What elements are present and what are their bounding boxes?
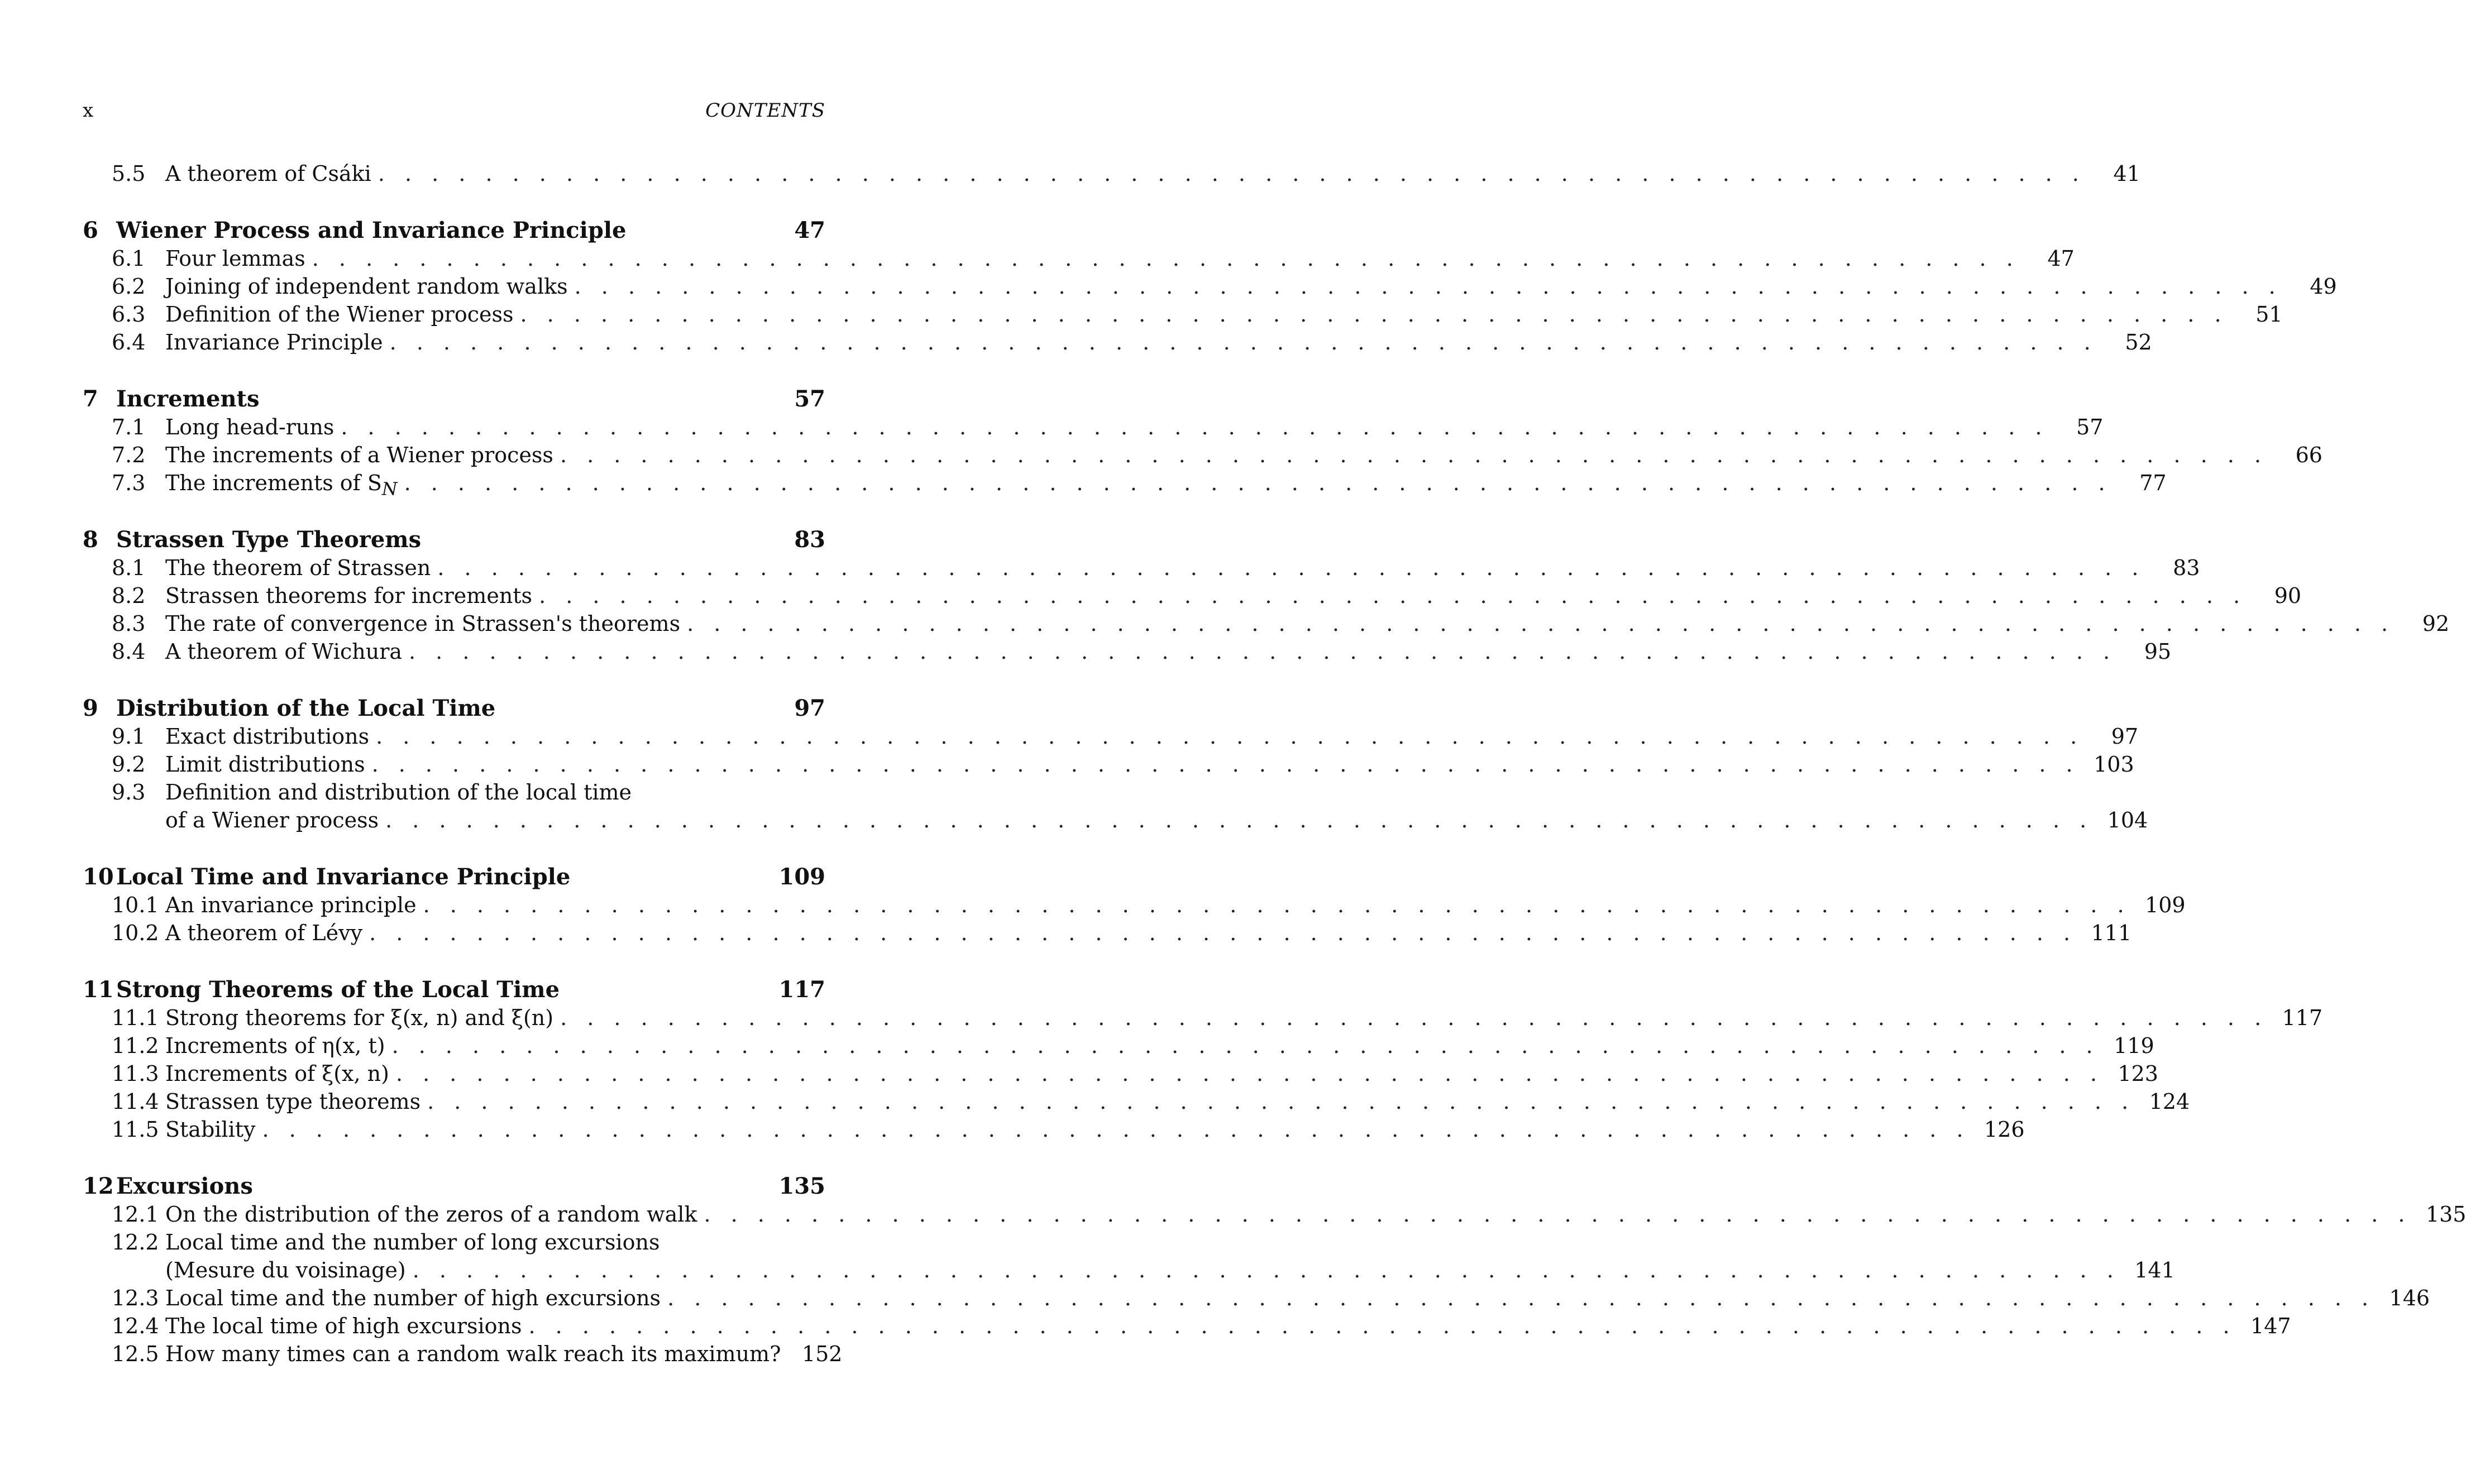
section-page: 97	[2111, 724, 2139, 749]
section-title	[165, 469, 398, 504]
chapter-page: 97	[794, 695, 825, 721]
section-number: 7.1	[112, 415, 146, 439]
chapter-number: 9	[83, 695, 98, 721]
toc-section[interactable]	[83, 1116, 2025, 1143]
toc-section[interactable]	[83, 245, 2075, 272]
section-number: 9.2	[112, 752, 146, 777]
dot-leader	[529, 1312, 2236, 1340]
toc-section[interactable]	[83, 582, 2302, 610]
chapter-page: 47	[794, 217, 825, 243]
toc-section[interactable]	[83, 1228, 2175, 1284]
section-number: 10.1	[112, 893, 159, 917]
chapter-6	[83, 217, 2337, 356]
dot-leader	[369, 919, 2077, 947]
section-number: 5.5	[112, 161, 146, 186]
section-number: 7.2	[112, 443, 146, 467]
section-number: 8.1	[112, 556, 146, 580]
section-title: Increments of η(x, t)	[165, 1033, 385, 1058]
section-page: 41	[2113, 161, 2140, 186]
toc-section[interactable]	[83, 1032, 2154, 1060]
section-title-line2: (Mesure du voisinage)	[165, 1258, 406, 1282]
toc-section[interactable]	[83, 1312, 2291, 1340]
chapter-title: Strong Theorems of the Local Time	[116, 976, 560, 1003]
toc-section[interactable]	[83, 328, 2152, 356]
section-number: 8.4	[112, 639, 146, 664]
section-title: How many times can a random walk reach its maximum?	[165, 1342, 781, 1366]
chapter-page: 83	[794, 526, 825, 553]
running-head: CONTENTS	[705, 99, 825, 122]
section-number: 11.1	[112, 1006, 159, 1030]
section-title: Strassen theorems for increments	[165, 583, 533, 608]
section-title-continuation	[165, 806, 2148, 834]
section-page: 117	[2282, 1006, 2323, 1030]
section-title: Four lemmas	[165, 246, 305, 271]
dot-leader	[378, 160, 2086, 188]
chapter-page: 135	[778, 1173, 825, 1199]
section-title: Stability	[165, 1117, 256, 1142]
dot-leader	[560, 441, 2268, 469]
dot-leader	[341, 413, 2048, 441]
section-title: An invariance principle	[165, 893, 417, 917]
chapter-title: Strassen Type Theorems	[116, 526, 422, 553]
chapter-number: 8	[83, 526, 98, 553]
dot-leader	[427, 1088, 2135, 1116]
section-number: 6.2	[112, 274, 146, 299]
page-header	[83, 99, 825, 122]
section-title: A theorem of Lévy	[165, 921, 363, 945]
section-number: 10.2	[112, 921, 159, 945]
section-number: 11.3	[112, 1061, 159, 1086]
section-page: 147	[2250, 1314, 2291, 1338]
section-number: 9.3	[112, 780, 146, 805]
toc-section[interactable]	[83, 919, 2132, 947]
section-page: 103	[2094, 752, 2134, 777]
page-number: x	[83, 99, 94, 122]
section-number: 12.3	[112, 1286, 159, 1310]
chapter-number: 6	[83, 217, 98, 243]
section-title-text: The increments of S	[165, 471, 382, 495]
chapter-page: 109	[778, 864, 825, 890]
chapter-11	[83, 976, 2323, 1143]
section-number: 8.3	[112, 611, 146, 636]
chapter-5-tail	[83, 160, 2140, 188]
section-title-line2: of a Wiener process	[165, 808, 379, 832]
section-number: 11.5	[112, 1117, 159, 1142]
chapter-title: Distribution of the Local Time	[116, 695, 496, 721]
dot-leader	[390, 328, 2097, 356]
section-page: 77	[2139, 471, 2167, 495]
section-title: Definition of the Wiener process	[165, 302, 514, 327]
section-page: 104	[2107, 808, 2148, 832]
toc-section[interactable]	[83, 638, 2172, 666]
chapter-12	[83, 1172, 2466, 1368]
section-title: Local time and the number of high excursions	[165, 1286, 661, 1310]
section-page: 66	[2295, 443, 2322, 467]
section-page: 152	[801, 1342, 843, 1366]
section-title: Invariance Principle	[165, 330, 383, 355]
section-title: A theorem of Wichura	[165, 639, 403, 664]
section-page: 49	[2310, 274, 2337, 299]
math-subscript: N	[381, 479, 398, 500]
toc-section[interactable]	[83, 272, 2337, 300]
section-page: 57	[2076, 415, 2104, 439]
section-title: A theorem of Csáki	[165, 161, 371, 186]
dot-leader	[312, 245, 2020, 272]
toc-section[interactable]	[83, 1060, 2158, 1088]
section-title: Limit distributions	[165, 752, 365, 777]
chapter-heading[interactable]	[83, 526, 825, 554]
section-number: 12.4	[112, 1314, 159, 1338]
toc-section[interactable]	[83, 1088, 2190, 1116]
section-title-continuation	[165, 1256, 2175, 1284]
section-page: 141	[2134, 1258, 2175, 1282]
section-page: 119	[2114, 1033, 2154, 1058]
toc-section[interactable]	[83, 1004, 2323, 1032]
section-page: 47	[2047, 246, 2075, 271]
chapter-7	[83, 385, 2322, 500]
chapter-page: 57	[794, 386, 825, 412]
dot-leader	[687, 610, 2395, 638]
section-title: On the distribution of the zeros of a random walk	[165, 1202, 697, 1227]
section-page: 95	[2144, 639, 2172, 664]
table-of-contents	[83, 160, 2466, 1397]
section-title: The rate of convergence in Strassen's theorems	[165, 611, 681, 636]
dot-leader	[520, 300, 2228, 328]
section-page: 90	[2274, 583, 2302, 608]
section-title: The increments of a Wiener process	[165, 443, 553, 467]
chapter-number: 7	[83, 386, 98, 412]
section-number: 12.1	[112, 1202, 159, 1227]
chapter-number: 10	[83, 864, 114, 890]
toc-section[interactable]	[83, 469, 2167, 500]
toc-section[interactable]	[83, 554, 2200, 582]
chapter-heading[interactable]	[83, 217, 825, 245]
dot-leader	[437, 554, 2145, 582]
section-title: Exact distributions	[165, 724, 370, 749]
section-title: Strassen type theorems	[165, 1089, 421, 1114]
section-title: The local time of high excursions	[165, 1314, 522, 1338]
dot-leader	[396, 1060, 2104, 1088]
chapter-number: 11	[83, 976, 114, 1003]
section-number: 12.2	[112, 1230, 159, 1255]
section-page: 109	[2145, 893, 2186, 917]
section-number: 6.3	[112, 302, 146, 327]
chapter-8	[83, 526, 2450, 666]
chapter-page: 117	[778, 976, 825, 1003]
chapter-title: Wiener Process and Invariance Principle	[116, 217, 627, 243]
section-number: 6.1	[112, 246, 146, 271]
dot-leader	[372, 750, 2080, 778]
toc-section[interactable]	[83, 1200, 2466, 1228]
chapter-title: Increments	[116, 386, 260, 412]
dot-leader	[392, 1032, 2100, 1060]
toc-section[interactable]	[83, 722, 2139, 750]
dot-leader	[539, 582, 2247, 610]
chapter-number: 12	[83, 1173, 114, 1199]
toc-section[interactable]	[83, 1340, 843, 1368]
chapter-title: Local Time and Invariance Principle	[116, 864, 571, 890]
dot-leader	[376, 722, 2083, 750]
dot-leader	[667, 1284, 2375, 1312]
toc-section[interactable]	[83, 1284, 2430, 1312]
chapter-heading[interactable]	[83, 385, 825, 413]
section-page: 126	[1984, 1117, 2025, 1142]
section-page: 124	[2149, 1089, 2190, 1114]
section-page: 135	[2425, 1202, 2466, 1227]
chapter-10	[83, 863, 2186, 947]
section-page: 51	[2255, 302, 2283, 327]
chapter-heading[interactable]	[83, 863, 825, 891]
section-body	[165, 778, 2148, 834]
toc-section[interactable]	[83, 441, 2322, 469]
dot-leader	[423, 891, 2131, 919]
dot-leader	[413, 1256, 2120, 1284]
dot-leader	[385, 806, 2093, 834]
section-title: Local time and the number of long excursions	[165, 1230, 660, 1255]
section-number: 7.3	[112, 471, 146, 495]
section-page: 83	[2173, 556, 2200, 580]
section-page: 52	[2125, 330, 2152, 355]
chapter-heading[interactable]	[83, 976, 825, 1004]
section-page: 92	[2422, 611, 2450, 636]
section-page: 123	[2118, 1061, 2158, 1086]
section-number: 6.4	[112, 330, 146, 355]
dot-leader	[404, 469, 2112, 497]
section-title: Definition and distribution of the local time	[165, 780, 632, 805]
section-number: 11.2	[112, 1033, 159, 1058]
chapter-heading[interactable]	[83, 695, 825, 722]
section-number: 8.2	[112, 583, 146, 608]
toc-section[interactable]	[83, 300, 2283, 328]
dot-leader	[409, 638, 2116, 666]
section-number: 9.1	[112, 724, 146, 749]
toc-section-5-5[interactable]	[83, 160, 2140, 188]
chapter-title: Excursions	[116, 1173, 253, 1199]
dot-leader	[575, 272, 2282, 300]
section-title: Joining of independent random walks	[165, 274, 568, 299]
dot-leader	[262, 1116, 1970, 1143]
section-body	[165, 1228, 2175, 1284]
dot-leader	[560, 1004, 2268, 1032]
section-page: 146	[2389, 1286, 2430, 1310]
section-title: Strong theorems for ξ(x, n) and ξ(n)	[165, 1006, 554, 1030]
section-number: 12.5	[112, 1342, 159, 1366]
dot-leader	[704, 1200, 2411, 1228]
section-title: The theorem of Strassen	[165, 556, 431, 580]
section-title: Long head-runs	[165, 415, 334, 439]
section-number: 11.4	[112, 1089, 159, 1114]
chapter-heading[interactable]	[83, 1172, 825, 1200]
chapter-9	[83, 695, 2148, 834]
toc-section[interactable]	[83, 778, 2148, 834]
section-title: Increments of ξ(x, n)	[165, 1061, 389, 1086]
section-page: 111	[2091, 921, 2132, 945]
toc-section[interactable]	[83, 750, 2134, 778]
toc-section[interactable]	[83, 610, 2450, 638]
toc-section[interactable]	[83, 891, 2186, 919]
toc-section[interactable]	[83, 413, 2104, 441]
